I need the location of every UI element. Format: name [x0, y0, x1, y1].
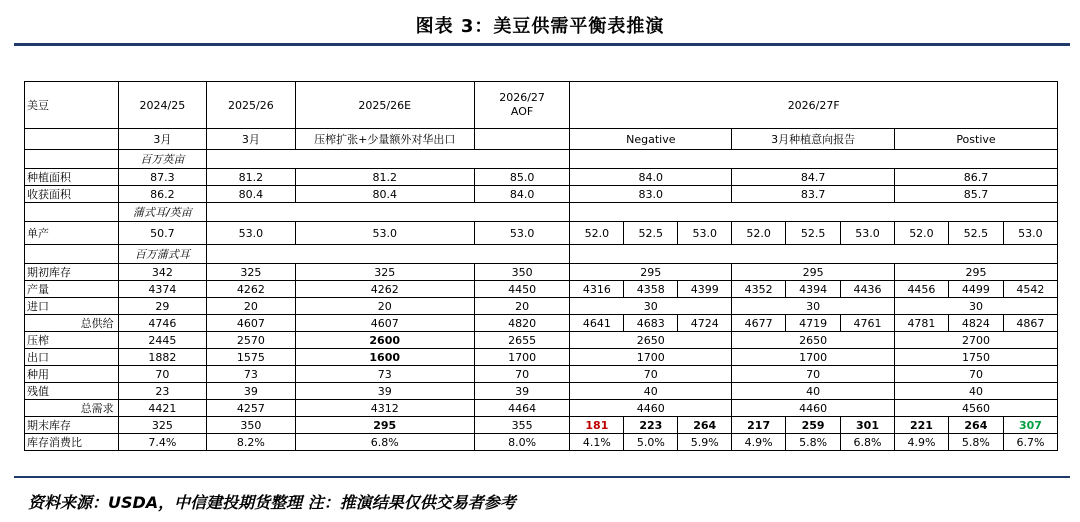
value-cell: 86.2: [118, 186, 207, 203]
scenario-cell: 4460: [570, 400, 732, 417]
value-cell: 350: [474, 264, 570, 281]
value-cell: 73: [207, 366, 296, 383]
value-cell: 50.7: [118, 222, 207, 245]
supply-demand-table: [24, 81, 1058, 451]
scenario-cell: 30: [732, 298, 895, 315]
value-cell: 2445: [118, 332, 207, 349]
scenario-cell: 295: [894, 264, 1057, 281]
scenario-cell: 52.5: [948, 222, 1003, 245]
value-cell: 53.0: [474, 222, 570, 245]
value-cell: 4374: [118, 281, 207, 298]
row-label: 压榨: [25, 332, 119, 349]
value-cell: 4746: [118, 315, 207, 332]
value-cell: 81.2: [295, 169, 474, 186]
scenario-cell: 30: [894, 298, 1057, 315]
sub-month-2: 3月: [207, 129, 296, 150]
scenario-cell: 85.7: [894, 186, 1057, 203]
row-label: 种植面积: [25, 169, 119, 186]
col-2025-26e: 2025/26E: [295, 82, 474, 129]
scenario-cell: 4436: [841, 281, 895, 298]
value-cell: 84.0: [474, 186, 570, 203]
scenario-cell: 1750: [894, 349, 1057, 366]
row-label: 进口: [25, 298, 119, 315]
scenario-cell: 2650: [732, 332, 895, 349]
row-label: 期初库存: [25, 264, 119, 281]
value-cell: 4450: [474, 281, 570, 298]
table-row: [25, 349, 1058, 366]
value-cell: 53.0: [207, 222, 296, 245]
value-cell: 1700: [474, 349, 570, 366]
value-cell: 29: [118, 298, 207, 315]
unit-row-area: [25, 150, 1058, 169]
scenario-cell: 6.7%: [1003, 434, 1057, 451]
scenario-cell: 4460: [732, 400, 895, 417]
scenario-cell: 4724: [678, 315, 732, 332]
row-label: 总需求: [25, 400, 119, 417]
row-label: 库存消费比: [25, 434, 119, 451]
scenario-cell: 4560: [894, 400, 1057, 417]
corner-cell: 美豆: [25, 82, 119, 129]
unit-row-volume: [25, 245, 1058, 264]
scenario-intentions: 3月种植意向报告: [732, 129, 895, 150]
scenario-cell: 4641: [570, 315, 624, 332]
value-cell: 81.2: [207, 169, 296, 186]
scenario-cell: 52.0: [570, 222, 624, 245]
scenario-cell: 30: [570, 298, 732, 315]
value-cell: 6.8%: [295, 434, 474, 451]
value-cell: 87.3: [118, 169, 207, 186]
scenario-cell: 4399: [678, 281, 732, 298]
scenario-cell: 83.7: [732, 186, 895, 203]
scenario-cell: 4.9%: [732, 434, 786, 451]
col-2025-26: 2025/26: [207, 82, 296, 129]
value-cell: 85.0: [474, 169, 570, 186]
table-row: [25, 400, 1058, 417]
scenario-cell: 52.0: [894, 222, 948, 245]
value-cell: 342: [118, 264, 207, 281]
header-row: [25, 82, 1058, 129]
value-cell: 4257: [207, 400, 296, 417]
table-row: [25, 264, 1058, 281]
value-cell: 1600: [295, 349, 474, 366]
scenario-cell: 223: [624, 417, 678, 434]
row-label: 出口: [25, 349, 119, 366]
scenario-negative: Negative: [570, 129, 732, 150]
unit-row-yield: [25, 203, 1058, 222]
value-cell: 1575: [207, 349, 296, 366]
value-cell: 4262: [295, 281, 474, 298]
row-label: 种用: [25, 366, 119, 383]
table-row: [25, 298, 1058, 315]
unit-volume: 百万蒲式耳: [118, 245, 207, 264]
source-note: 资料来源：USDA，中信建投期货整理 注：推演结果仅供交易者参考: [28, 493, 516, 512]
scenario-cell: 301: [841, 417, 895, 434]
value-cell: 2600: [295, 332, 474, 349]
table-row: [25, 383, 1058, 400]
scenario-cell: 83.0: [570, 186, 732, 203]
scenario-cell: 4867: [1003, 315, 1057, 332]
scenario-cell: 4542: [1003, 281, 1057, 298]
value-cell: 325: [295, 264, 474, 281]
scenario-cell: 4358: [624, 281, 678, 298]
value-cell: 8.2%: [207, 434, 296, 451]
unit-yield: 蒲式耳/英亩: [118, 203, 207, 222]
row-label: 总供给: [25, 315, 119, 332]
sub-scenario-note: 压榨扩张+少量额外对华出口: [295, 129, 474, 150]
value-cell: 7.4%: [118, 434, 207, 451]
subheader-row: [25, 129, 1058, 150]
scenario-positive: Postive: [894, 129, 1057, 150]
value-cell: 70: [118, 366, 207, 383]
row-label: 单产: [25, 222, 119, 245]
value-cell: 350: [207, 417, 296, 434]
scenario-cell: 1700: [732, 349, 895, 366]
scenario-cell: 295: [570, 264, 732, 281]
scenario-cell: 4761: [841, 315, 895, 332]
value-cell: 2570: [207, 332, 296, 349]
value-cell: 1882: [118, 349, 207, 366]
value-cell: 39: [474, 383, 570, 400]
scenario-cell: 52.0: [732, 222, 786, 245]
value-cell: 39: [295, 383, 474, 400]
unit-area: 百万英亩: [118, 150, 207, 169]
table-row: [25, 332, 1058, 349]
scenario-cell: 5.9%: [678, 434, 732, 451]
scenario-cell: 295: [732, 264, 895, 281]
table-row: [25, 222, 1058, 245]
scenario-cell: 2650: [570, 332, 732, 349]
row-label: 期末库存: [25, 417, 119, 434]
scenario-cell: 84.0: [570, 169, 732, 186]
value-cell: 20: [207, 298, 296, 315]
scenario-cell: 5.0%: [624, 434, 678, 451]
value-cell: 80.4: [295, 186, 474, 203]
scenario-cell: 4781: [894, 315, 948, 332]
value-cell: 20: [295, 298, 474, 315]
scenario-cell: 4824: [948, 315, 1003, 332]
row-label: 产量: [25, 281, 119, 298]
scenario-cell: 2700: [894, 332, 1057, 349]
scenario-cell: 4683: [624, 315, 678, 332]
value-cell: 20: [474, 298, 570, 315]
value-cell: 295: [295, 417, 474, 434]
scenario-cell: 4316: [570, 281, 624, 298]
scenario-cell: 217: [732, 417, 786, 434]
table-row: [25, 186, 1058, 203]
scenario-cell: 4394: [786, 281, 841, 298]
scenario-cell: 259: [786, 417, 841, 434]
value-cell: 2655: [474, 332, 570, 349]
scenario-cell: 4677: [732, 315, 786, 332]
scenario-cell: 4.9%: [894, 434, 948, 451]
scenario-cell: 70: [894, 366, 1057, 383]
value-cell: 73: [295, 366, 474, 383]
value-cell: 4607: [295, 315, 474, 332]
table-row: [25, 281, 1058, 298]
row-label: 残值: [25, 383, 119, 400]
value-cell: 70: [474, 366, 570, 383]
bottom-rule: [14, 476, 1070, 478]
table-row: [25, 169, 1058, 186]
scenario-cell: 70: [732, 366, 895, 383]
scenario-cell: 221: [894, 417, 948, 434]
sub-month-1: 3月: [118, 129, 207, 150]
value-cell: 4464: [474, 400, 570, 417]
scenario-cell: 86.7: [894, 169, 1057, 186]
scenario-cell: 4499: [948, 281, 1003, 298]
scenario-cell: 6.8%: [841, 434, 895, 451]
value-cell: 39: [207, 383, 296, 400]
scenario-cell: 53.0: [1003, 222, 1057, 245]
value-cell: 8.0%: [474, 434, 570, 451]
scenario-cell: 40: [570, 383, 732, 400]
table-row: [25, 417, 1058, 434]
scenario-cell: 264: [678, 417, 732, 434]
col-2026-27f: 2026/27F: [570, 82, 1058, 129]
scenario-cell: 70: [570, 366, 732, 383]
table-row: [25, 366, 1058, 383]
scenario-cell: 4352: [732, 281, 786, 298]
value-cell: 355: [474, 417, 570, 434]
value-cell: 4312: [295, 400, 474, 417]
scenario-cell: 52.5: [624, 222, 678, 245]
scenario-cell: 1700: [570, 349, 732, 366]
row-label: 收获面积: [25, 186, 119, 203]
col-2024-25: 2024/25: [118, 82, 207, 129]
scenario-cell: 53.0: [678, 222, 732, 245]
table-row: [25, 315, 1058, 332]
page-title: 图表 3：美豆供需平衡表推演: [415, 16, 665, 37]
value-cell: 325: [207, 264, 296, 281]
table-row: [25, 434, 1058, 451]
scenario-cell: 52.5: [786, 222, 841, 245]
scenario-cell: 40: [732, 383, 895, 400]
scenario-cell: 264: [948, 417, 1003, 434]
scenario-cell: 40: [894, 383, 1057, 400]
col-2026-27-aof: 2026/27 AOF: [474, 82, 570, 129]
value-cell: 4262: [207, 281, 296, 298]
scenario-cell: 53.0: [841, 222, 895, 245]
scenario-cell: 307: [1003, 417, 1057, 434]
scenario-cell: 4.1%: [570, 434, 624, 451]
value-cell: 4607: [207, 315, 296, 332]
top-rule: [14, 43, 1070, 46]
value-cell: 80.4: [207, 186, 296, 203]
value-cell: 23: [118, 383, 207, 400]
scenario-cell: 5.8%: [786, 434, 841, 451]
scenario-cell: 181: [570, 417, 624, 434]
value-cell: 4820: [474, 315, 570, 332]
scenario-cell: 4456: [894, 281, 948, 298]
value-cell: 4421: [118, 400, 207, 417]
value-cell: 53.0: [295, 222, 474, 245]
scenario-cell: 5.8%: [948, 434, 1003, 451]
scenario-cell: 84.7: [732, 169, 895, 186]
value-cell: 325: [118, 417, 207, 434]
scenario-cell: 4719: [786, 315, 841, 332]
